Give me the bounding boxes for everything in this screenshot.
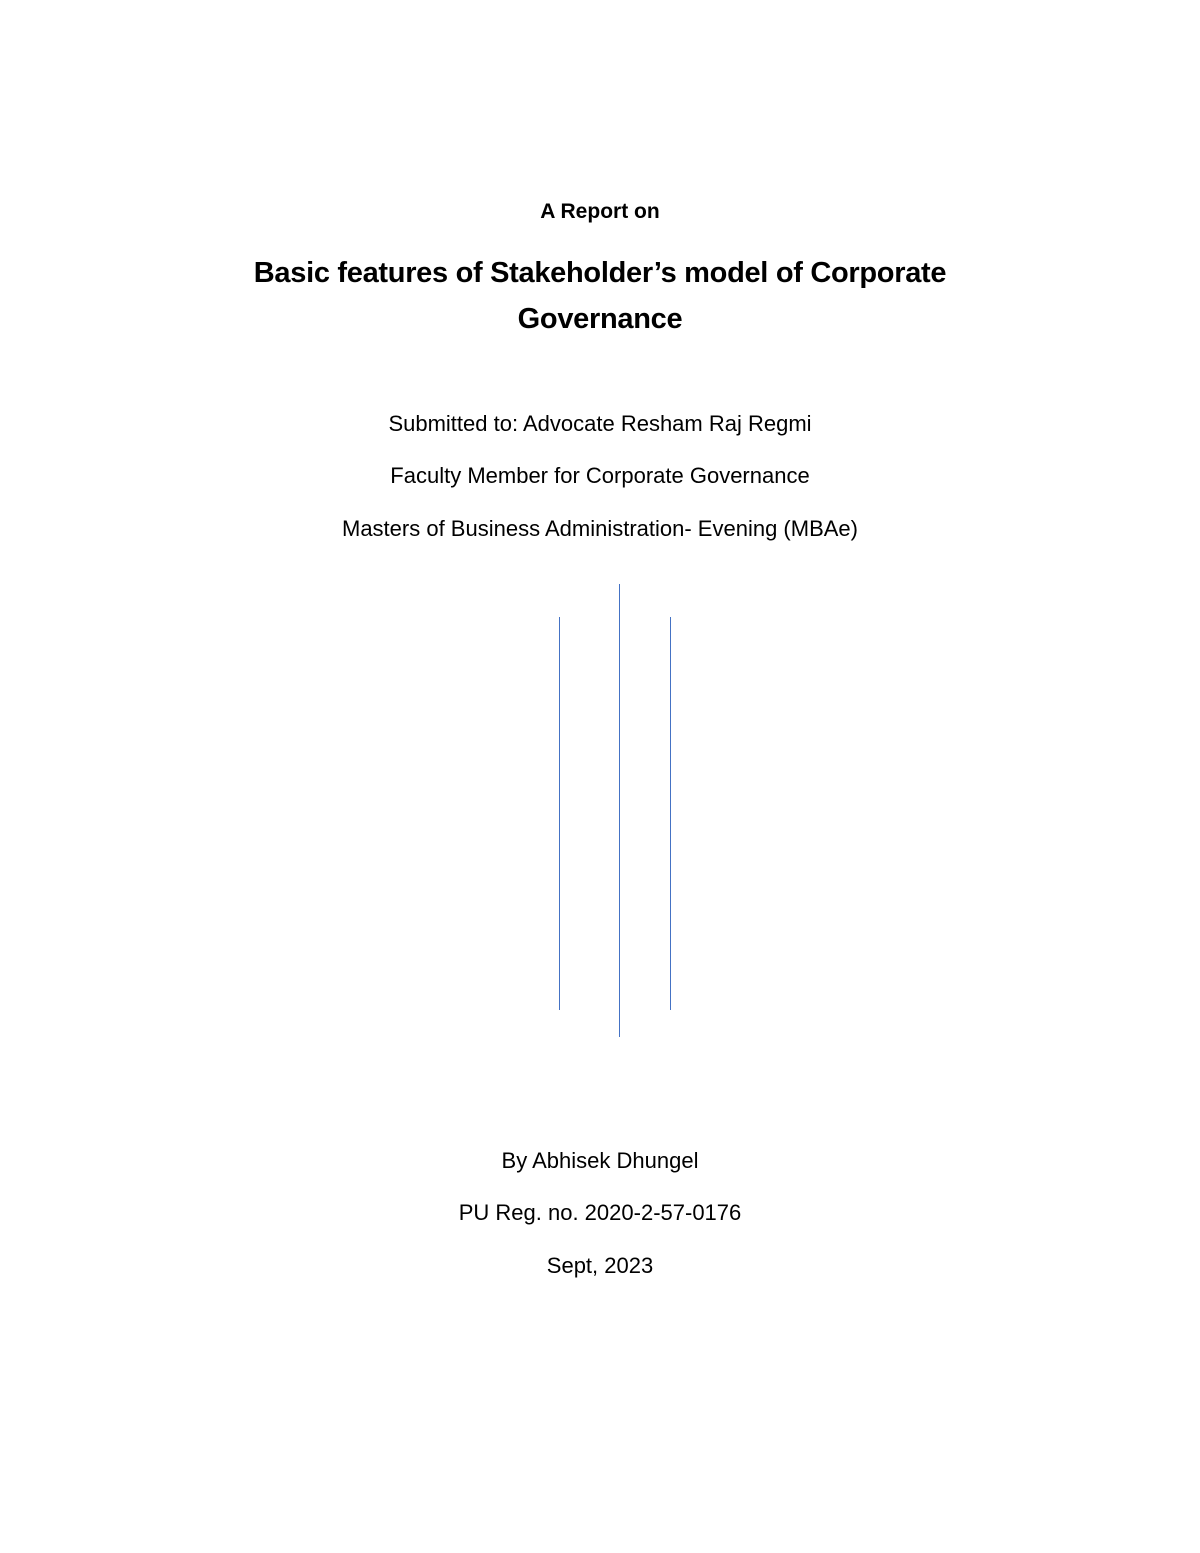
author-name: By Abhisek Dhungel — [501, 1148, 699, 1173]
report-title-line-1: Basic features of Stakeholder’s model of Corporate — [253, 257, 947, 289]
faculty-role: Faculty Member for Corporate Governance — [390, 463, 810, 488]
submitted-to: Submitted to: Advocate Resham Raj Regmi — [388, 411, 812, 436]
submission-date: Sept, 2023 — [546, 1253, 654, 1278]
report-title-line-2: Governance — [517, 303, 683, 335]
program-name: Masters of Business Administration- Evening (MBAe) — [342, 516, 858, 541]
decorative-line-left — [559, 617, 560, 1010]
decorative-line-center — [619, 584, 620, 1037]
decorative-line-right — [670, 617, 671, 1010]
report-kicker: A Report on — [540, 200, 660, 223]
registration-number: PU Reg. no. 2020-2-57-0176 — [458, 1200, 742, 1225]
